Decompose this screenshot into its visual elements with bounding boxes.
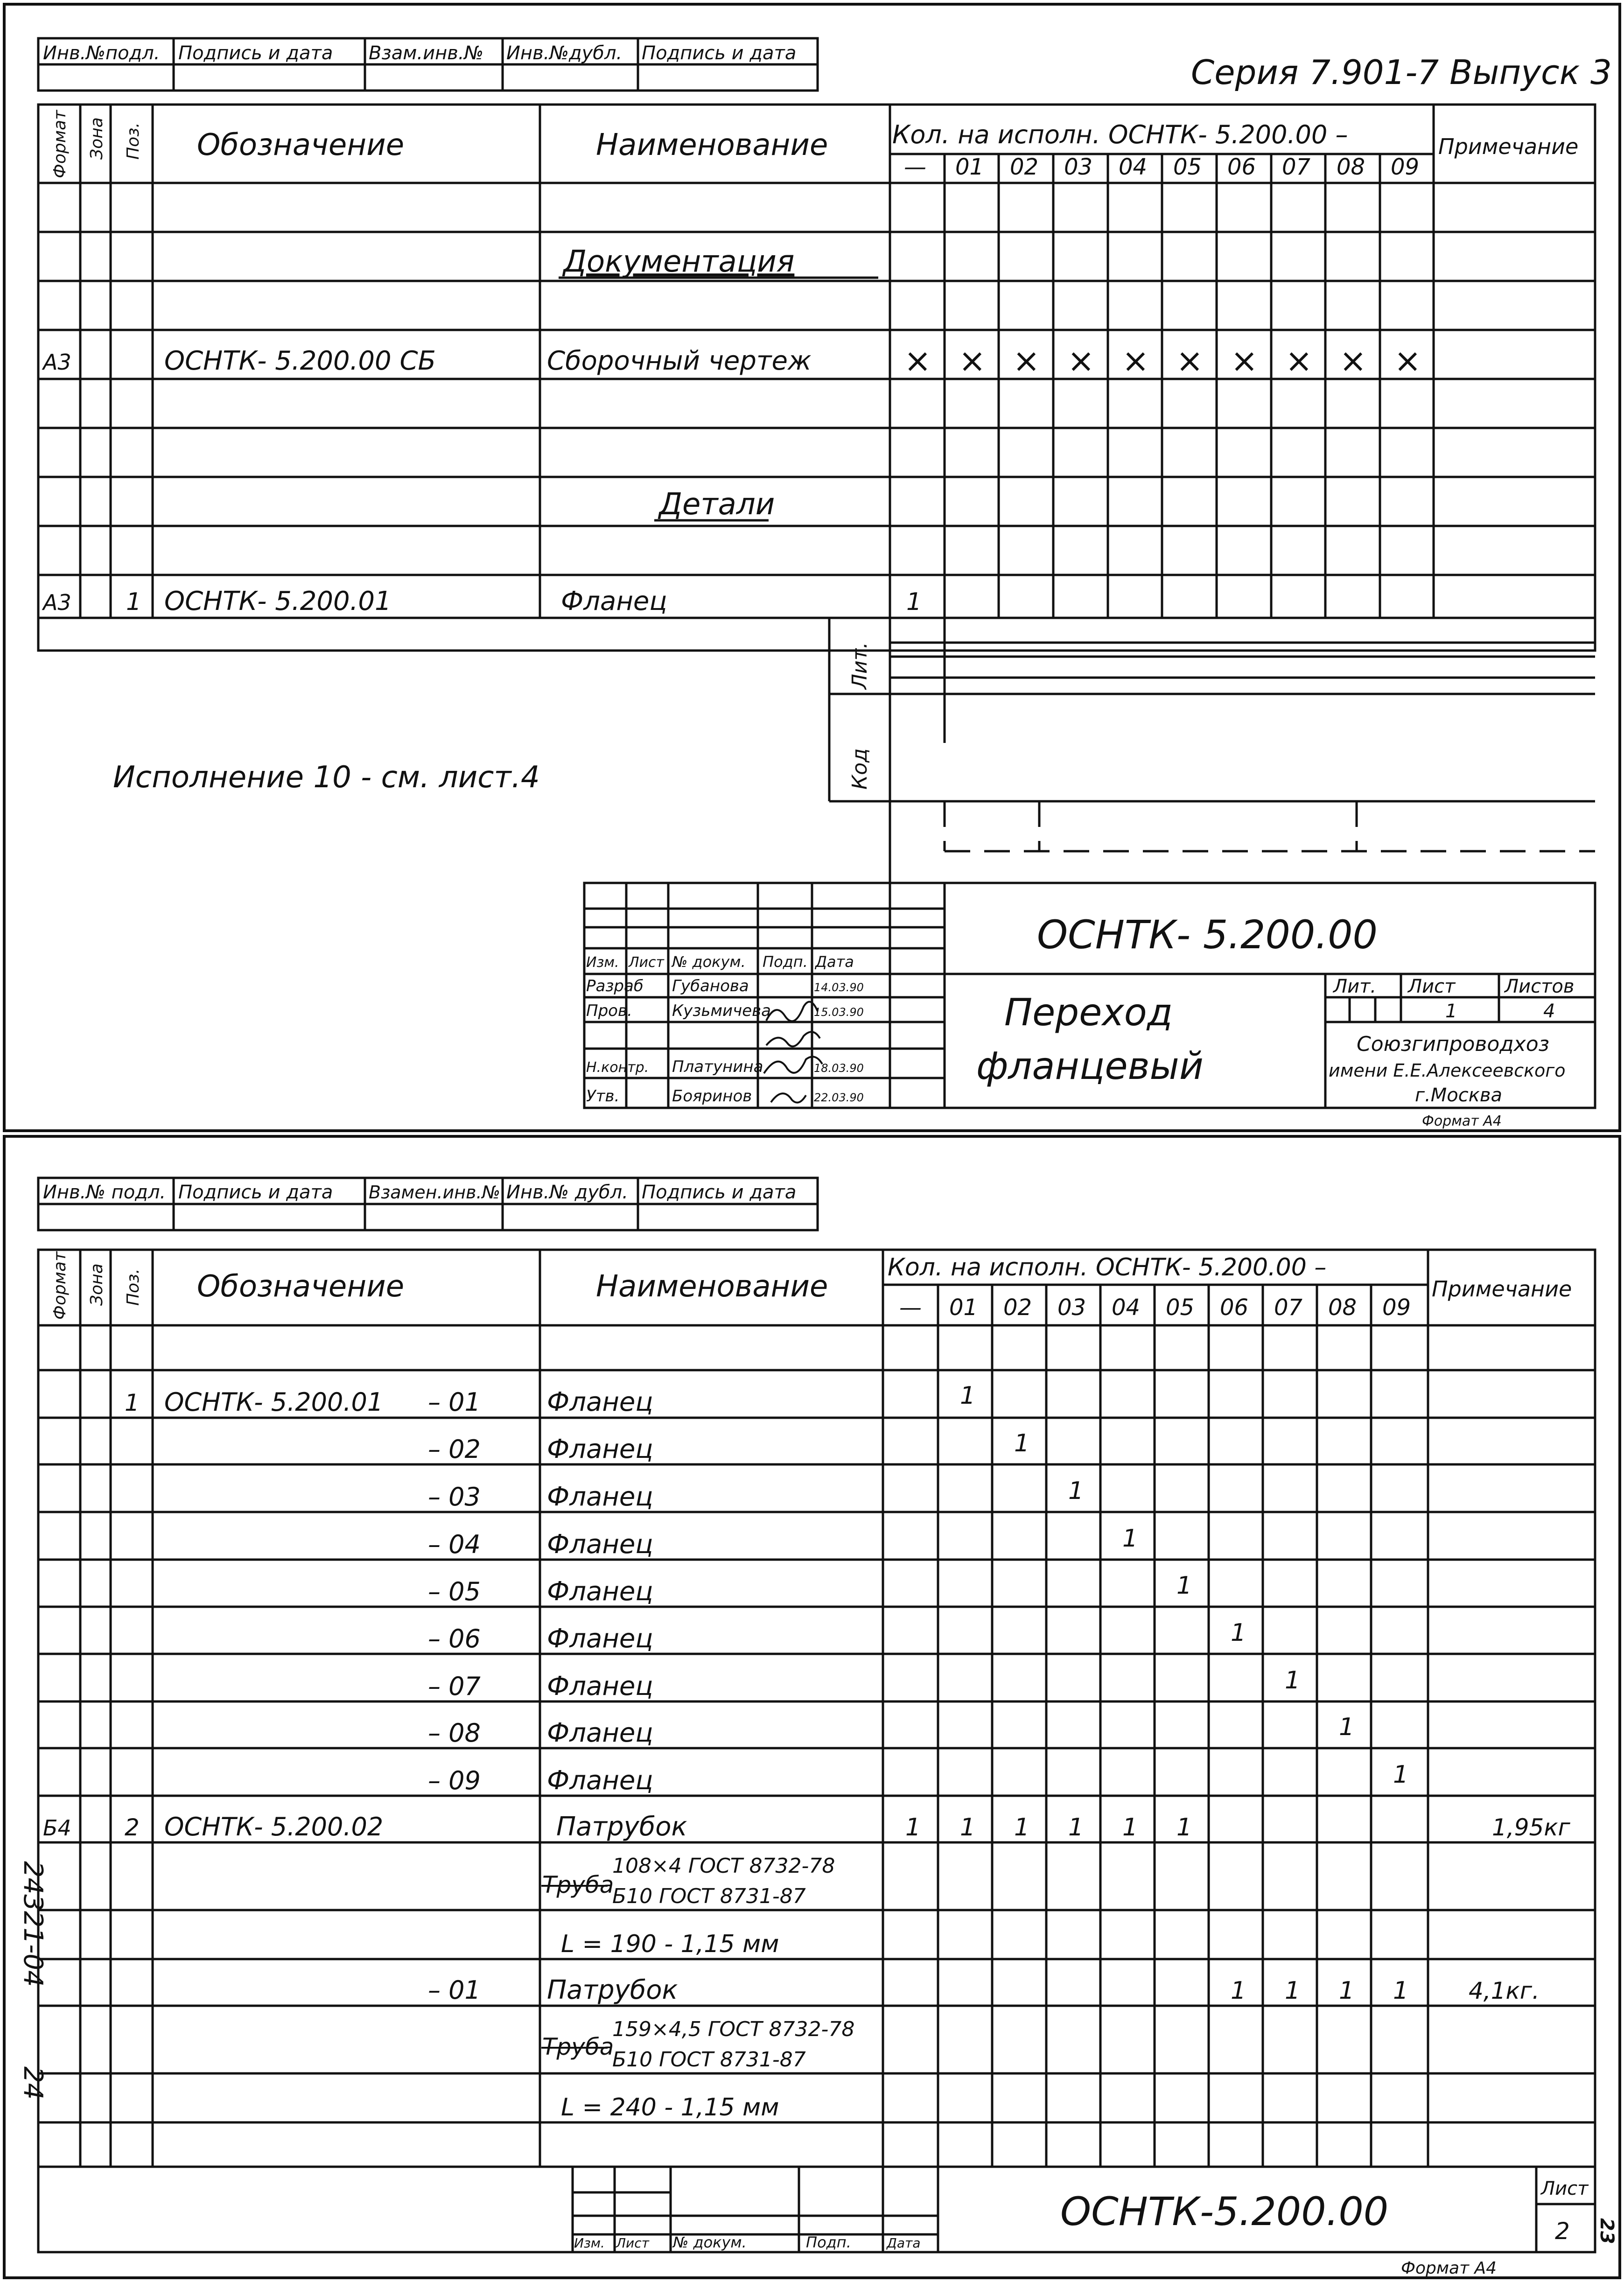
label-code: Код [848,748,872,790]
mark-3: × [1067,342,1095,380]
qty2-col-8: 08 [1328,1295,1357,1321]
header2-zone: Зона [87,1263,106,1306]
tb-lit-label: Лит. [1333,976,1377,997]
header2-format: Формат [50,1251,70,1320]
qty2-col-6: 06 [1220,1295,1249,1321]
tb2-list: Лист [616,2235,649,2251]
qty-col-9: 09 [1391,154,1420,180]
date-nkontr: 18.03.90 [814,1062,864,1075]
name-utv: Бояринов [672,1087,752,1106]
qty-col-4: 04 [1119,154,1148,180]
r12-suffix: – 01 [428,1975,481,2005]
flange-qty-01: 1 [960,1382,976,1410]
flange-qty-04: 1 [1122,1525,1138,1553]
r0-designation: ОСНТК- 5.200.01 [164,1387,384,1417]
r10-pipe-word: Труба [542,1871,614,1898]
stamp-inv-dubl: Инв.№дубл. [506,42,623,64]
tb-izm: Изм. [586,954,619,971]
row-name: Сборочный чертеж [547,346,812,376]
patrubok-qty-2: 1 [1014,1813,1030,1841]
header-qty-group: Кол. на исполн. ОСНТК- 5.200.00 – [892,120,1348,149]
stamp2-vzam-inv: Взамен.инв.№ [369,1182,501,1203]
tb-sign: Подп. [763,953,808,971]
r4-suffix: – 05 [428,1577,481,1606]
flange-qty-06: 1 [1231,1619,1246,1647]
r8-name: Фланец [547,1765,653,1796]
header2-pos: Поз. [124,1268,143,1306]
org-line-3: г.Москва [1415,1085,1502,1106]
tb-doc: № докум. [672,953,746,971]
r14-length: L = 240 - 1,15 мм [561,2093,779,2121]
role-razrab: Разраб [586,977,644,995]
date-prov: 15.03.90 [814,1006,864,1019]
r0-name: Фланец [547,1387,653,1417]
org-line-1: Союзгипроводхоз [1357,1032,1550,1056]
stamp-inv-podl: Инв.№подл. [43,42,160,64]
r7-name: Фланец [547,1718,653,1748]
detail-qty: 1 [906,588,922,616]
date-razrab: 14.03.90 [814,981,864,994]
header-name: Наименование [596,128,828,162]
name-prov: Кузьмичева [672,1001,771,1020]
section-documentation: Документация [563,245,795,279]
r7-suffix: – 08 [428,1718,481,1748]
detail-designation: ОСНТК- 5.200.01 [164,586,392,616]
patrubok-qty-5: 1 [1176,1813,1192,1841]
qty2-col-3: 03 [1057,1295,1086,1321]
date-utv: 22.03.90 [814,1091,864,1104]
stamp2-inv-podl: Инв.№ подл. [43,1182,166,1203]
tb2-izm: Изм. [574,2235,605,2251]
qty2-col-4: 04 [1112,1295,1141,1321]
qty-col-0: — [904,154,926,180]
r0-pos: 1 [125,1389,140,1416]
r0-suffix: – 01 [428,1387,481,1417]
r9-pos: 2 [125,1814,140,1841]
patrubok-qty-4: 1 [1122,1813,1138,1841]
margin-number: 24 [18,2066,48,2100]
sheet2-list-value: 2 [1555,2218,1570,2245]
format-label-2: Формат А4 [1401,2259,1497,2276]
mark-9: × [1394,342,1421,380]
assembly-marks [904,342,1421,380]
header-format: Формат [50,110,70,178]
title-line-1: Переход [1004,991,1173,1034]
qty-col-8: 08 [1337,154,1365,180]
header2-note: Примечание [1432,1276,1572,1302]
r9-name: Патрубок [556,1812,687,1842]
stamp2-sign-date-1: Подпись и дата [178,1182,333,1203]
r13-pipe-bottom: Б10 ГОСТ 8731-87 [612,2048,806,2072]
margin-code: 24321-04 [18,1861,48,1987]
qty-col-7: 07 [1282,154,1311,180]
name-nkontr: Платунина [672,1057,763,1076]
flange-qty-09: 1 [1393,1761,1409,1789]
tb-sheets-label: Листов [1505,976,1575,997]
drawing-sheet-2 [3,1135,1621,2279]
mark-2: × [1013,342,1040,380]
mark-8: × [1339,342,1367,380]
flange-qty-05: 1 [1176,1572,1192,1600]
qty2-col-7: 07 [1274,1295,1303,1321]
sheet-1-text [6,6,1618,1129]
r9-note: 1,95кг [1492,1814,1570,1841]
patrubok01-qty-7: 1 [1285,1977,1301,2005]
qty-col-3: 03 [1064,154,1093,180]
stamp-sign-date-2: Подпись и дата [642,42,797,64]
tb-date: Дата [815,953,854,971]
row-format: А3 [43,350,71,375]
patrubok01-qty-marks [1231,1977,1408,2005]
patrubok01-qty-8: 1 [1339,1977,1355,2005]
org-line-2: имени Е.Е.Алексеевского [1329,1060,1566,1081]
r2-suffix: – 03 [428,1482,481,1512]
doc-number: ОСНТК- 5.200.00 [1037,912,1378,958]
r2-name: Фланец [547,1482,653,1512]
format-label-1: Формат А4 [1422,1113,1502,1129]
qty2-column-headers [899,1295,1411,1321]
mark-0: × [904,342,931,380]
row-designation: ОСНТК- 5.200.00 СБ [164,346,436,376]
tb2-sign: Подп. [806,2233,851,2251]
role-prov: Пров. [586,1001,632,1020]
patrubok01-qty-6: 1 [1231,1977,1246,2005]
tb-sheet-label: Лист [1408,976,1456,997]
header-note: Примечание [1438,134,1579,159]
flange-qty-07: 1 [1285,1666,1301,1694]
header2-designation: Обозначение [197,1269,405,1304]
sheet2-list-label: Лист [1541,2178,1589,2199]
tb-sheets-value: 4 [1543,1001,1555,1022]
qty-column-headers [904,154,1419,180]
patrubok-qty-3: 1 [1068,1813,1084,1841]
r6-name: Фланец [547,1671,653,1701]
qty2-col-5: 05 [1166,1295,1195,1321]
mark-6: × [1231,342,1258,380]
doc-number-2: ОСНТК-5.200.00 [1060,2189,1389,2234]
stamp-sign-date-1: Подпись и дата [178,42,333,64]
flange-qty-02: 1 [1014,1429,1030,1457]
qty2-col-9: 09 [1382,1295,1411,1321]
r1-suffix: – 02 [428,1435,481,1464]
r10-pipe-top: 108×4 ГОСТ 8732-78 [612,1854,835,1878]
r6-suffix: – 07 [428,1672,481,1701]
flange-qty-marks [960,1382,1408,1789]
mark-7: × [1285,342,1313,380]
name-razrab: Губанова [672,977,749,995]
page-number: 23 [1596,2218,1617,2244]
tb-list: Лист [629,954,665,971]
execution-note: Исполнение 10 - см. лист.4 [113,760,540,795]
header-designation: Обозначение [197,128,405,162]
tb2-date: Дата [887,2235,921,2251]
mark-1: × [959,342,986,380]
role-nkontr: Н.контр. [586,1059,649,1076]
r13-pipe-top: 159×4,5 ГОСТ 8732-78 [612,2017,855,2041]
detail-pos: 1 [126,588,142,616]
r3-suffix: – 04 [428,1530,481,1559]
detail-name: Фланец [561,586,667,616]
title-line-2: фланцевый [976,1044,1204,1088]
mark-5: × [1176,342,1204,380]
header2-name: Наименование [596,1269,828,1304]
stamp2-inv-dubl: Инв.№ дубл. [506,1182,628,1203]
r1-name: Фланец [547,1434,653,1464]
qty2-col-2: 02 [1003,1295,1032,1321]
tb-sheet-value: 1 [1445,1001,1457,1022]
qty2-col-0: — [899,1295,922,1321]
qty-col-2: 02 [1010,154,1039,180]
qty-col-6: 06 [1227,154,1256,180]
r5-suffix: – 06 [428,1624,481,1653]
flange-qty-03: 1 [1068,1477,1084,1505]
role-utv: Утв. [586,1087,620,1106]
r5-name: Фланец [547,1624,653,1654]
stamp2-sign-date-2: Подпись и дата [642,1182,797,1203]
drawing-sheet-1 [3,3,1621,1132]
qty2-col-1: 01 [949,1295,978,1321]
header-pos: Поз. [124,122,143,160]
patrubok-qty-1: 1 [960,1813,976,1841]
detail-format: А3 [43,590,71,615]
label-lit: Лит. [848,642,872,689]
r12-note: 4,1кг. [1469,1977,1540,2004]
r9-designation: ОСНТК- 5.200.02 [164,1812,384,1841]
header-zone: Зона [87,117,106,160]
sheet-2-text [6,1138,1618,2276]
tb2-doc: № докум. [673,2233,747,2251]
r8-suffix: – 09 [428,1766,481,1795]
r4-name: Фланец [547,1576,653,1607]
r13-pipe-word: Труба [542,2033,614,2060]
r9-format: Б4 [43,1815,71,1841]
flange-qty-08: 1 [1339,1713,1355,1741]
qty-col-1: 01 [955,154,984,180]
r12-name: Патрубок [547,1975,678,2005]
section-details: Детали [659,487,775,522]
r3-name: Фланец [547,1529,653,1560]
stamp-vzam-inv: Взам.инв.№ [369,42,484,64]
patrubok01-qty-9: 1 [1393,1977,1409,2005]
qty-col-5: 05 [1173,154,1202,180]
mark-4: × [1122,342,1149,380]
patrubok-qty-0: 1 [905,1813,921,1841]
header2-qty-group: Кол. на исполн. ОСНТК- 5.200.00 – [888,1253,1327,1281]
patrubok-qty-marks [905,1813,1192,1841]
r10-pipe-bottom: Б10 ГОСТ 8731-87 [612,1884,806,1908]
series-label: Серия 7.901-7 Выпуск 3 [1191,53,1612,92]
r11-length: L = 190 - 1,15 мм [561,1930,779,1958]
